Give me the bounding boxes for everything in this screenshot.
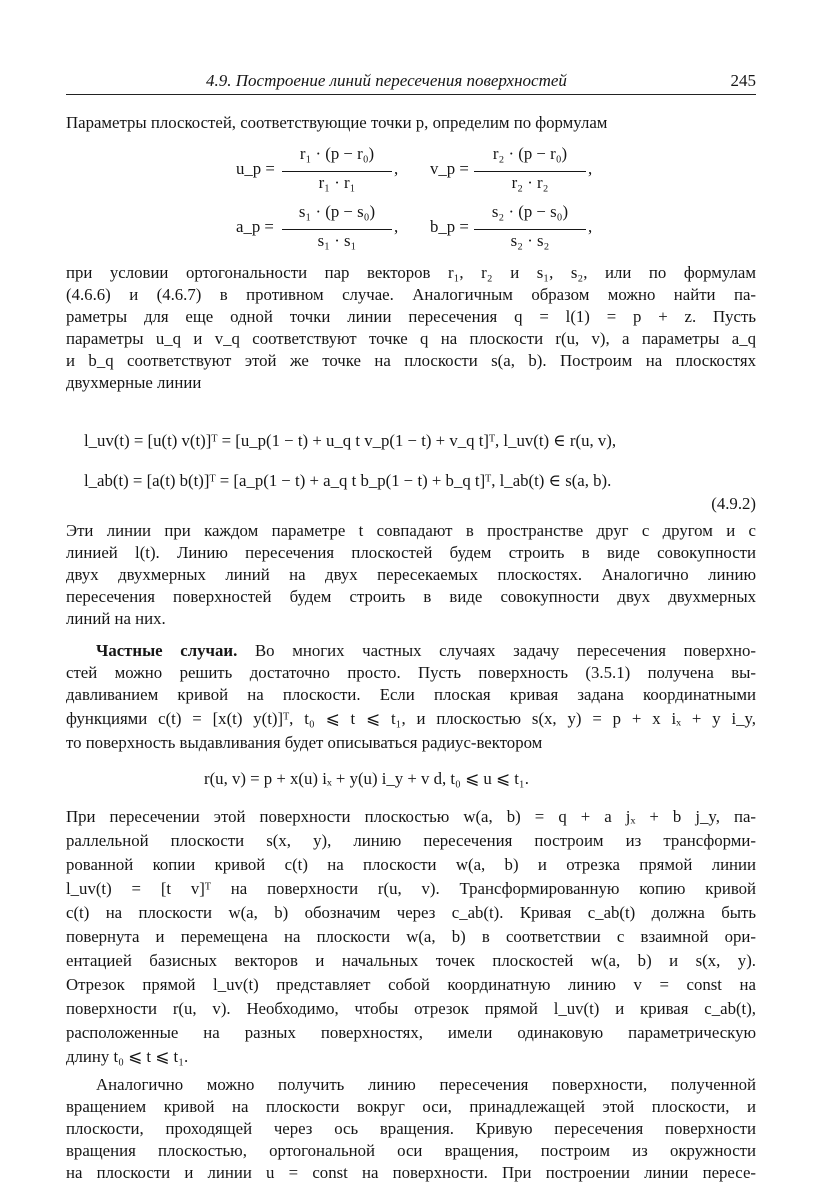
section-title: 4.9. Построение линий пересечения поверхностей <box>206 71 567 90</box>
paragraph-line: пересечения поверхностей будем строить в виде совокупности двух двухмерных <box>66 587 756 606</box>
formula-ap-sep: , <box>394 217 399 236</box>
formula-up-denominator: r₁ · r₁ <box>318 173 356 192</box>
page-number: 245 <box>730 71 756 90</box>
formula-ap-numerator: s₁ · (p − s₀) <box>298 202 376 221</box>
formula-up-fraction <box>282 144 392 198</box>
paragraph-line: повернута и перемещена на плоскости w(a, b) в соответствии с взаимной ори- <box>66 927 756 946</box>
paragraph-line: Эти линии при каждом параметре t совпадают в пространстве друг с другом и с <box>66 521 756 540</box>
paragraph-line: плоскости, проходящей через ось вращения. Кривую пересечения поверхности <box>66 1119 756 1138</box>
formula-vp-numerator: r₂ · (p − r₀) <box>492 144 568 163</box>
formula-up-numerator: r₁ · (p − r₀) <box>299 144 375 163</box>
formula-bp-denominator: s₂ · s₂ <box>510 231 550 250</box>
paragraph-line: (4.6.6) и (4.6.7) в противном случае. Аналогичным образом можно найти па- <box>66 285 756 304</box>
paragraph-line: Аналогично можно получить линию пересечения поверхности, полученной <box>96 1075 756 1094</box>
paragraph-line: двух двухмерных линий на двух пересекаемых плоскостях. Аналогично линию <box>66 565 756 584</box>
formula-up-sep: , <box>394 159 399 178</box>
paragraph-line: расположенные на разных поверхностях, имели одинаковую параметрическую <box>66 1023 756 1042</box>
formula-up-lhs: u_p = <box>236 159 275 178</box>
running-header <box>66 70 756 95</box>
paragraph-line: на плоскости и линии u = const на поверхности. При построении линии пересе- <box>66 1163 756 1182</box>
fraction-bar <box>282 171 392 172</box>
paragraph-line: линией l(t). Линию пересечения плоскостей будем строить в виде совокупности <box>66 543 756 562</box>
paragraph-line: ентацией базисных векторов и начальных точек плоскостей w(a, b) и s(x, y). <box>66 951 756 970</box>
paragraph-intro: Параметры плоскостей, соответствующие точки p, определим по формулам <box>66 113 608 132</box>
paragraph-line: Отрезок прямой l_uv(t) представляет собой координатную линию v = const на <box>66 975 756 994</box>
paragraph-line: раметры для еще одной точки линии пересечения q = l(1) = p + z. Пусть <box>66 307 756 326</box>
formula-vp-sep: , <box>588 159 593 178</box>
paragraph-line: поверхности r(u, v). Необходимо, чтобы отрезок прямой l_uv(t) и кривая c_ab(t), <box>66 999 756 1018</box>
special-cases-heading: Частные случаи. <box>96 641 238 660</box>
formula-vp-lhs: v_p = <box>430 159 469 178</box>
equation-lab: l_ab(t) = [a(t) b(t)]ᵀ = [a_p(1 − t) + a_q t b_p(1 − t) + b_q t]ᵀ, l_ab(t) ∈ s(a, b). <box>84 471 612 490</box>
paragraph-line: давливанием кривой на плоскости. Если плоская кривая задана координатными <box>66 685 756 704</box>
paragraph-line: стей можно решить достаточно просто. Пусть поверхность (3.5.1) получена вы- <box>66 663 756 682</box>
equation-number: (4.9.2) <box>711 494 756 513</box>
paragraph-line: вращением кривой на плоскости вокруг оси, принадлежащей этой плоскости, и <box>66 1097 756 1116</box>
paragraph-line: то поверхность выдавливания будет описываться радиус-вектором <box>66 733 543 752</box>
equation-luv: l_uv(t) = [u(t) v(t)]ᵀ = [u_p(1 − t) + u_q t v_p(1 − t) + v_q t]ᵀ, l_uv(t) ∈ r(u, v), <box>84 431 617 450</box>
formula-bp-fraction <box>474 202 586 256</box>
formula-vp-fraction <box>474 144 586 198</box>
paragraph-special-cases-first <box>96 640 756 662</box>
paragraph-line: и b_q соответствуют этой же точке на плоскости s(a, b). Построим на плоскостях <box>66 351 756 370</box>
paragraph-line: при условии ортогональности пар векторов r₁, r₂ и s₁, s₂, или по формулам <box>66 263 756 282</box>
formula-bp-lhs: b_p = <box>430 217 469 236</box>
paragraph-line: параметры u_q и v_q соответствуют точке q на плоскости r(u, v), а параметры a_q <box>66 329 756 348</box>
paragraph-line: При пересечении этой поверхности плоскостью w(a, b) = q + a jₓ + b j_y, па- <box>66 807 756 826</box>
paragraph-line: двухмерные линии <box>66 373 202 392</box>
paragraph-line: l_uv(t) = [t v]ᵀ на поверхности r(u, v). Трансформированную копию кривой <box>66 879 756 898</box>
paragraph-line: вращения плоскостью, ортогональной оси вращения, построим из окружности <box>66 1141 756 1160</box>
formula-ap-lhs: a_p = <box>236 217 274 236</box>
paragraph-line: линий на них. <box>66 609 166 628</box>
fraction-bar <box>282 229 392 230</box>
fraction-bar <box>474 229 586 230</box>
paragraph-line: функциями c(t) = [x(t) y(t)]ᵀ, t₀ ⩽ t ⩽ t₁, и плоскостью s(x, y) = p + x iₓ + y i_y, <box>66 709 756 728</box>
special-cases-first-text: Во многих частных случаях задачу пересечения поверхно- <box>254 641 756 660</box>
paragraph-line: рованной копии кривой c(t) на плоскости w(a, b) и отрезка прямой линии <box>66 855 756 874</box>
paragraph-line: c(t) на плоскости w(a, b) обозначим через c_ab(t). Кривая c_ab(t) должна быть <box>66 903 756 922</box>
formula-bp-numerator: s₂ · (p − s₀) <box>491 202 569 221</box>
formula-ap-denominator: s₁ · s₁ <box>317 231 357 250</box>
formula-ap-fraction <box>282 202 392 256</box>
formula-bp-sep: , <box>588 217 593 236</box>
paragraph-line: раллельной плоскости s(x, y), линию пересечения построим из трансформи- <box>66 831 756 850</box>
equation-extrusion-surface: r(u, v) = p + x(u) iₓ + y(u) i_y + v d, t₀ ⩽ u ⩽ t₁. <box>204 769 529 788</box>
formula-vp-denominator: r₂ · r₂ <box>511 173 549 192</box>
fraction-bar <box>474 171 586 172</box>
paragraph-line: длину t₀ ⩽ t ⩽ t₁. <box>66 1047 189 1066</box>
